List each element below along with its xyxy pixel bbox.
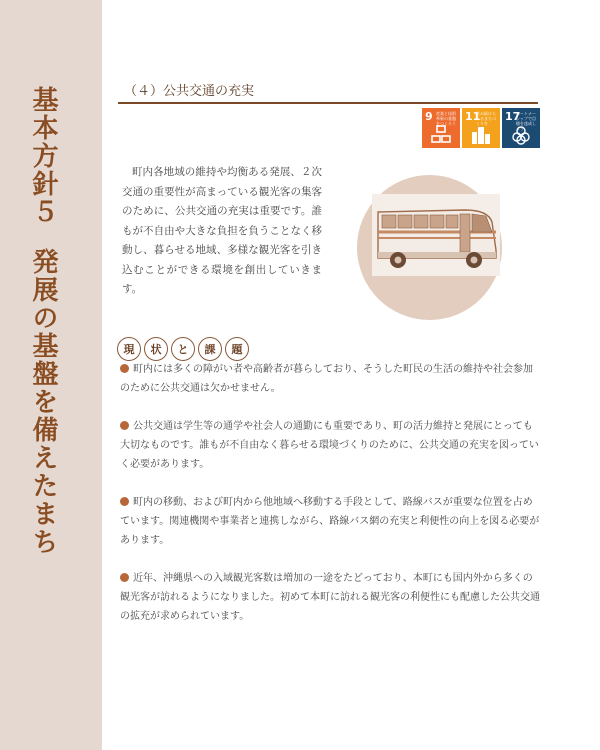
- list-item: 公共交通は学生等の通学や社会人の通勤にも重要であり、町の活力維持と発展にとっても大切なものです。誰もが不自由なく暮らせる環境づくりのために、公共交通の充実を図っていく必要があります。: [120, 421, 539, 470]
- bus-image: [370, 192, 502, 278]
- intro-paragraph: 町内各地域の維持や均衡ある発展、２次交通の重要性が高まっている観光客の集客のために、公共交通の充実は重要です。誰もが不自由や大きな負担を負うことなく移動し、暮らせる地域、多様な観光客を引き込むことができる環境を創出していきます。: [122, 166, 322, 295]
- bullet-icon: [120, 421, 129, 430]
- list-item: 近年、沖縄県への入域観光客数は増加の一途をたどっており、本町にも国内外から多くの観光客が訪れるようになりました。初めて本町に訪れる観光客の利便性にも配慮した公共交通の拡充が求められています。: [120, 573, 540, 622]
- chapter-title: [30, 86, 56, 556]
- status-and-issues-heading: [117, 337, 249, 361]
- section-title: （４）公共交通の充実: [124, 84, 255, 99]
- heading-char: 現: [117, 337, 141, 361]
- heading-char: 状: [144, 337, 168, 361]
- list-item: 町内には多くの障がい者や高齢者が暮らしており、そうした町民の生活の維持や社会参加のために公共交通は欠かせません。: [120, 364, 533, 394]
- sidebar: [0, 0, 102, 750]
- chapter-subtitle: 発展の基盤を備えたまち: [28, 248, 58, 556]
- section-header: [118, 80, 538, 104]
- heading-char: 題: [225, 337, 249, 361]
- heading-char: 課: [198, 337, 222, 361]
- chapter-number: 基本方針５: [28, 86, 58, 226]
- sdg-9-icon: 9 産業と技術革新の基盤をつくろう: [422, 108, 460, 148]
- bullet-icon: [120, 497, 129, 506]
- sdg-11-icon: 11 住み続けられるまちづくりを: [462, 108, 500, 148]
- list-item: 町内の移動、および町内から他地域へ移動する手段として、路線バスが重要な位置を占めています。関連機関や事業者と連携しながら、路線バス網の充実と利便性の向上を図る必要があります。: [120, 497, 540, 546]
- issues-list: [120, 360, 542, 645]
- sdg-icons: [422, 108, 540, 148]
- heading-char: と: [171, 337, 195, 361]
- bullet-icon: [120, 573, 129, 582]
- bullet-icon: [120, 364, 129, 373]
- sdg-17-icon: 17 パートナーシップで目標を達成しよう: [502, 108, 540, 148]
